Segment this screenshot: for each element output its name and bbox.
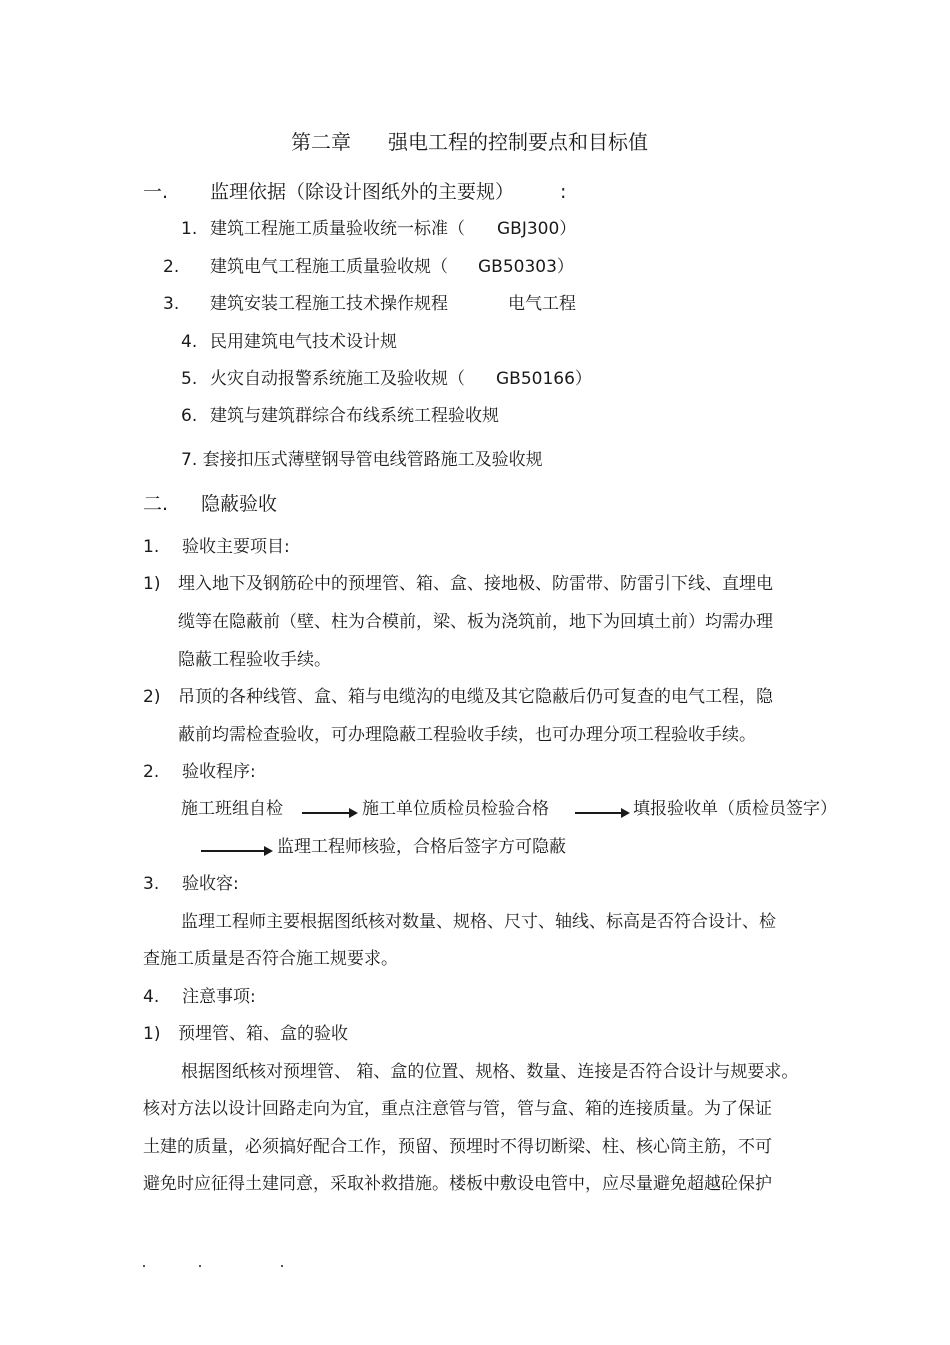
- list-item: 民用建筑电气技术设计规: [210, 332, 397, 352]
- list-item-num: 5.: [181, 369, 198, 389]
- list-item-code: 电气工程: [508, 294, 576, 314]
- list-item-num: 3.: [163, 294, 180, 314]
- paragraph-line: 预埋管、箱、盒的验收: [178, 1024, 348, 1044]
- flow-step-self-check: 施工班组自检: [181, 799, 283, 819]
- subsection-heading: 验收主要项目:: [182, 537, 290, 557]
- paragraph-line: 查施工质量是否符合施工规要求。: [143, 949, 398, 969]
- list-item-num: 2.: [163, 257, 180, 277]
- subsection-heading: 注意事项:: [182, 987, 256, 1007]
- paragraph-line: 缆等在隐蔽前（壁、柱为合模前，梁、板为浇筑前，地下为回填土前）均需办理: [178, 612, 773, 632]
- section2-number: 二.: [143, 493, 169, 515]
- flow-step-inspector: 施工单位质检员检验合格: [362, 799, 549, 819]
- paragraph-line: 土建的质量，必须搞好配合工作，预留、预埋时不得切断梁、柱、核心筒主筋，不可: [143, 1137, 772, 1157]
- paragraph-line: 蔽前均需检查验收，可办理隐蔽工程验收手续，也可办理分项工程验收手续。: [178, 725, 756, 745]
- list-item: 火灾自动报警系统施工及验收规（: [210, 369, 465, 389]
- paragraph-line: 隐蔽工程验收手续。: [178, 650, 331, 670]
- paragraph-line: 吊顶的各种线管、盒、箱与电缆沟的电缆及其它隐蔽后仍可复查的电气工程，隐: [178, 687, 773, 707]
- page-title: 强电工程的控制要点和目标值: [388, 130, 648, 154]
- paragraph-num: 1): [143, 1024, 161, 1044]
- paragraph-line: 监理工程师主要根据图纸核对数量、规格、尺寸、轴线、标高是否符合设计、检: [181, 912, 776, 932]
- list-item: 建筑电气工程施工质量验收规（: [210, 257, 448, 277]
- list-item-num: 1.: [181, 219, 198, 239]
- section1-heading: 监理依据（除设计图纸外的主要规）: [210, 181, 515, 203]
- paragraph-num: 1): [143, 574, 161, 594]
- section1-colon: :: [560, 181, 567, 203]
- list-item: 建筑与建筑群综合布线系统工程验收规: [210, 406, 499, 426]
- footer-dot: [143, 1265, 145, 1267]
- flow-step-supervisor: 监理工程师核验，合格后签字方可隐蔽: [277, 837, 566, 857]
- chapter-number: 第二章: [291, 130, 351, 154]
- arrow-icon: [201, 850, 271, 852]
- list-item-code: GBJ300）: [497, 219, 577, 239]
- paragraph-line: 避免时应征得土建同意，采取补救措施。楼板中敷设电管中，应尽量避免超越砼保护: [143, 1174, 772, 1194]
- list-item-code: GB50303）: [478, 257, 574, 277]
- subsection-num: 4.: [143, 987, 160, 1007]
- flow-step-form: 填报验收单（质检员签字）: [633, 799, 837, 819]
- paragraph-line: 根据图纸核对预埋管、 箱、盒的位置、规格、数量、连接是否符合设计与规要求。: [181, 1062, 799, 1082]
- subsection-num: 3.: [143, 874, 160, 894]
- subsection-heading: 验收程序:: [182, 762, 256, 782]
- subsection-heading: 验收容:: [182, 874, 239, 894]
- list-item: 建筑安装工程施工技术操作规程: [210, 294, 448, 314]
- list-item: 7. 套接扣压式薄壁钢导管电线管路施工及验收规: [181, 450, 543, 470]
- arrow-icon: [302, 812, 356, 814]
- section1-number: 一.: [143, 181, 169, 203]
- list-item: 建筑工程施工质量验收统一标准（: [210, 219, 465, 239]
- paragraph-line: 核对方法以设计回路走向为宜，重点注意管与管，管与盒、箱的连接质量。为了保证: [143, 1099, 772, 1119]
- list-item-num: 4.: [181, 332, 198, 352]
- arrow-icon: [575, 812, 628, 814]
- section2-heading: 隐蔽验收: [201, 493, 278, 515]
- paragraph-line: 埋入地下及钢筋砼中的预埋管、箱、盒、接地极、防雷带、防雷引下线、直埋电: [178, 574, 773, 594]
- paragraph-num: 2): [143, 687, 161, 707]
- list-item-num: 6.: [181, 406, 198, 426]
- footer-dot: [199, 1265, 201, 1267]
- subsection-num: 1.: [143, 537, 160, 557]
- subsection-num: 2.: [143, 762, 160, 782]
- footer-dot: [281, 1265, 283, 1267]
- list-item-code: GB50166）: [496, 369, 592, 389]
